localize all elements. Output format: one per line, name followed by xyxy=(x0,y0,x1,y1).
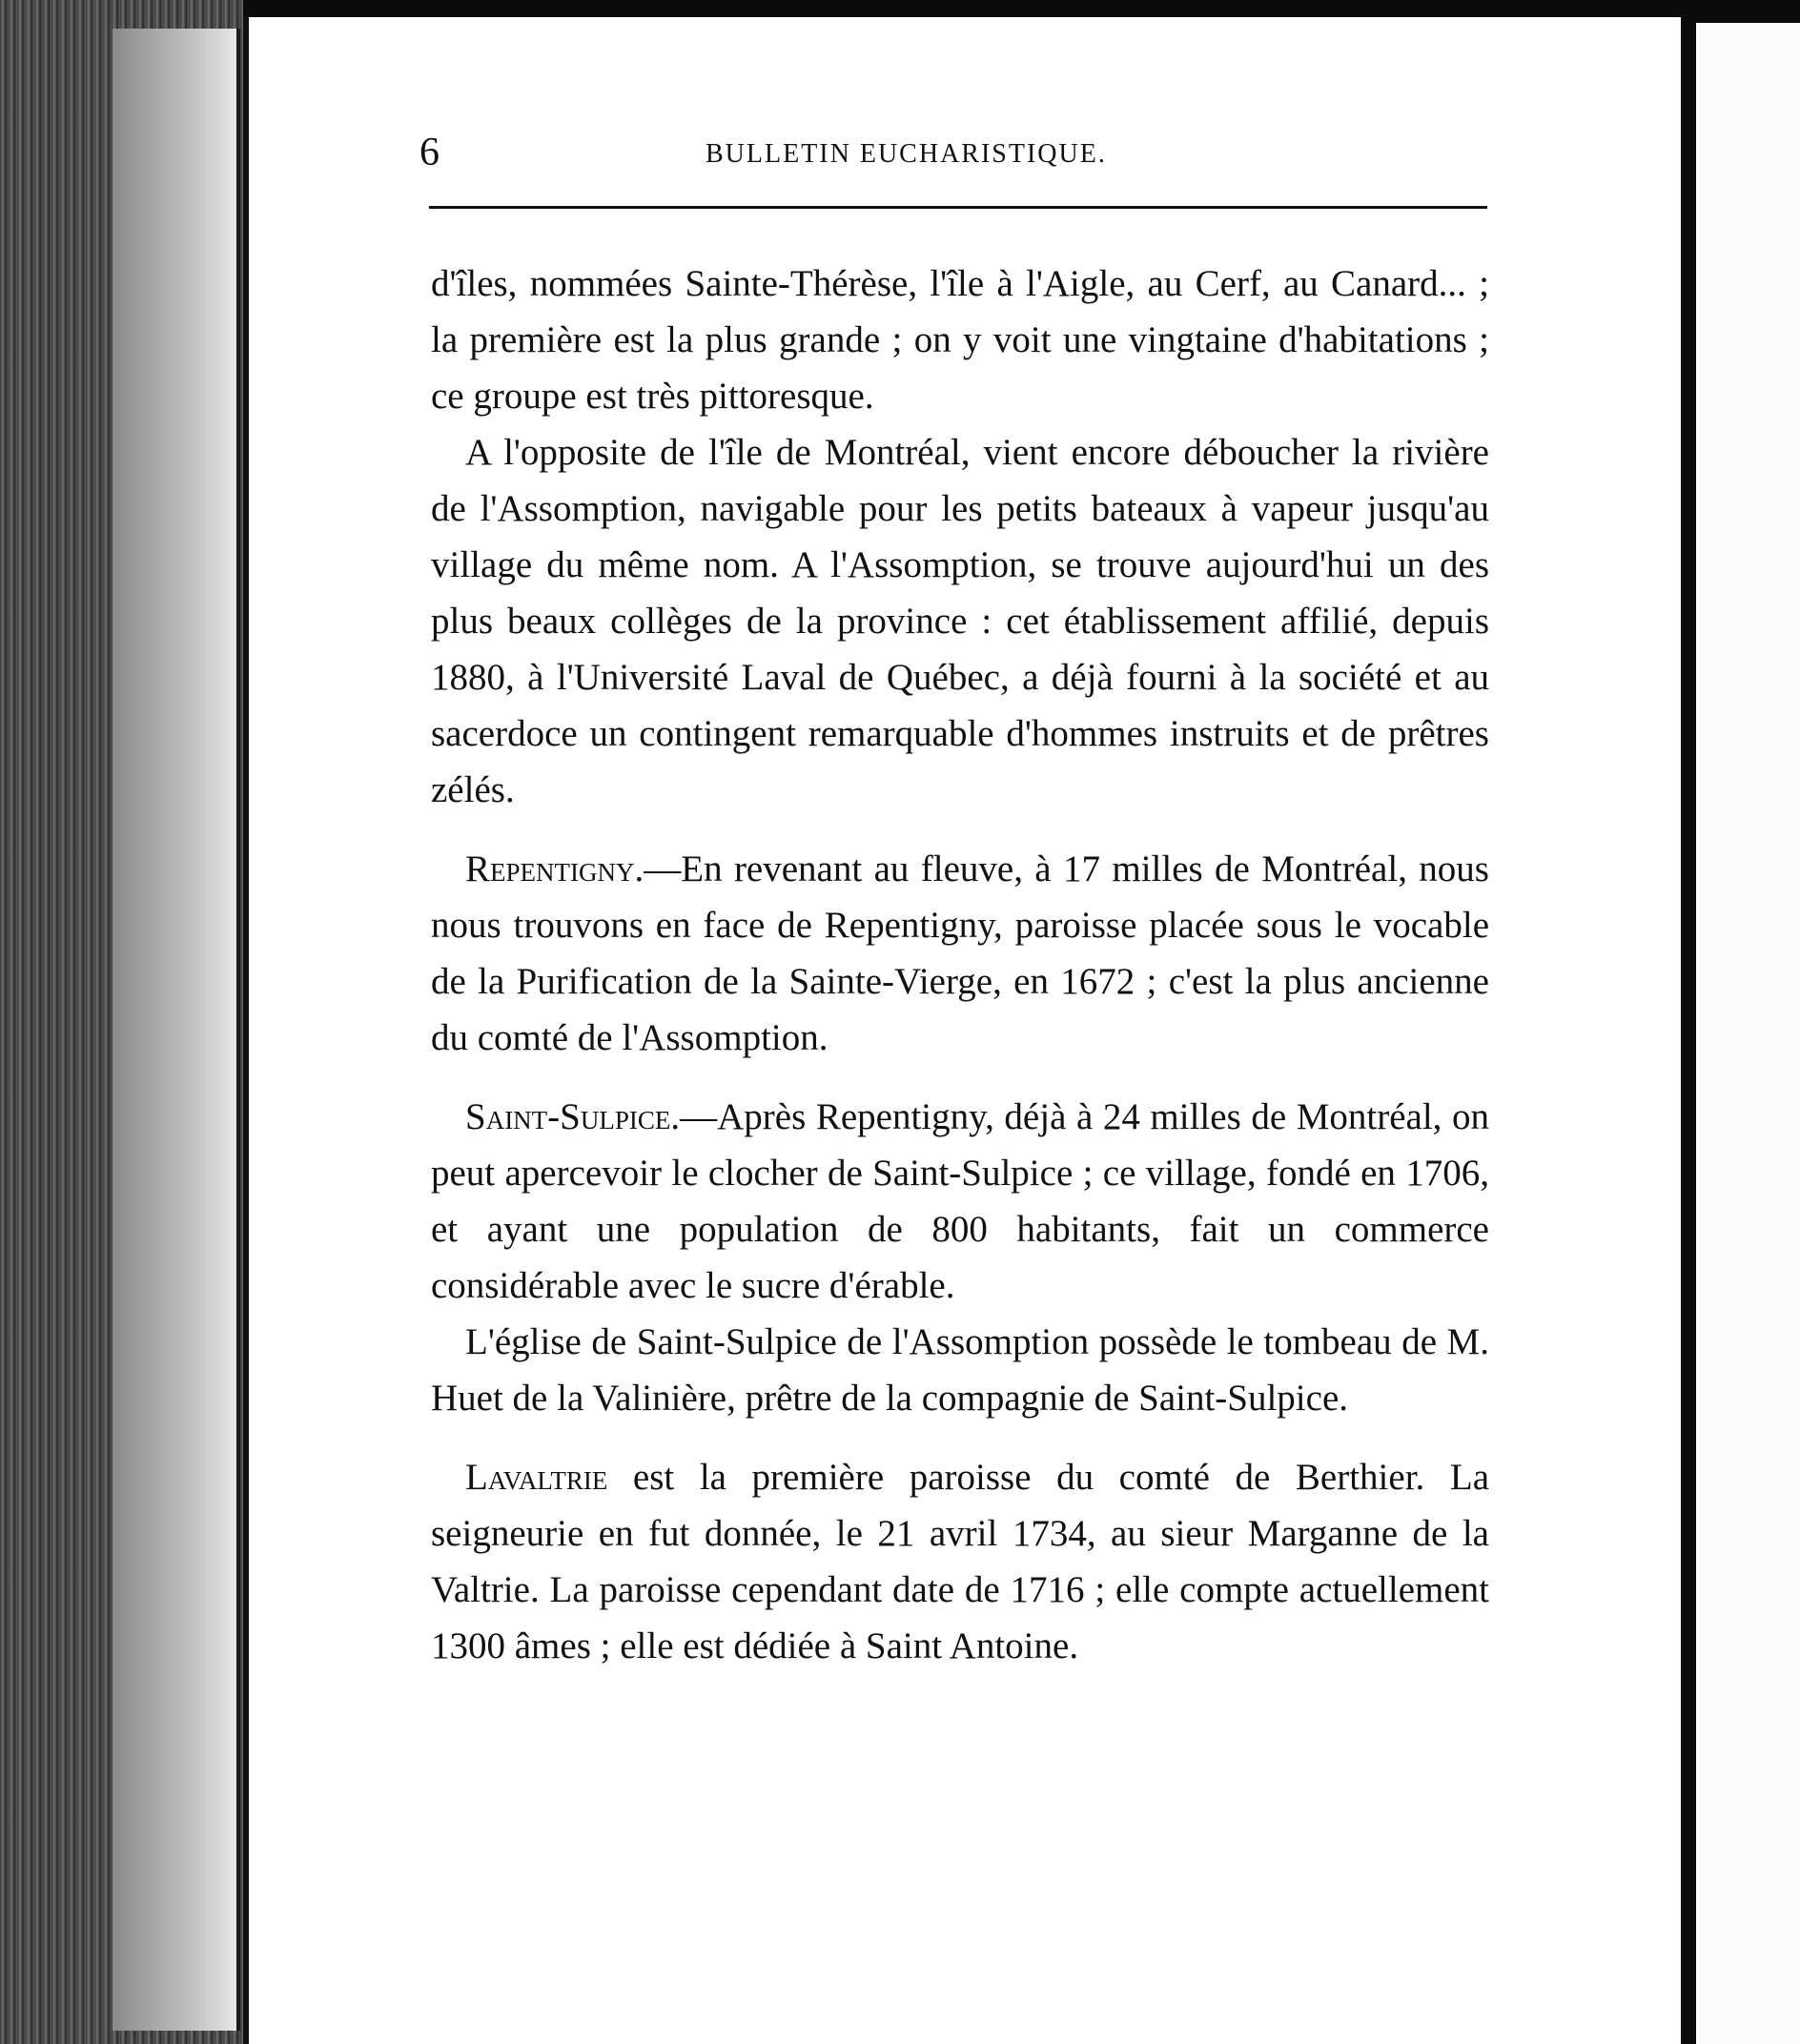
facing-page-edge xyxy=(1696,23,1800,2044)
paragraph-text: d'îles, nommées Sainte-Thérèse, l'île à l'Aigle, au Cerf, au Canard... ; la première est la plus grande ; on y voit une vingtaine d'habitations ; ce groupe est très pittoresque. xyxy=(431,263,1489,417)
paragraph-text: —Après Repentigny, déjà à 24 milles de Montréal, on peut apercevoir le clocher de Saint-Sulpice ; ce village, fondé en 1706, et ayant une population de 800 habitants, fait un commerce considérable avec le sucre d'érable. xyxy=(431,1096,1489,1306)
paragraph-text: —En revenant au fleuve, à 17 milles de Montréal, nous nous trouvons en face de Repentigny, paroisse placée sous le vocable de la Purification de la Sainte-Vierge, en 1672 ; c'est la plus ancienne du comté de l'Assomption. xyxy=(431,848,1489,1058)
book-page-edges xyxy=(0,0,243,2044)
paragraph-text: L'église de Saint-Sulpice de l'Assomption possède le tombeau de M. Huet de la Valinière, prêtre de la compagnie de Saint-Sulpice. xyxy=(431,1321,1489,1419)
paragraph-repentigny xyxy=(431,841,1489,1066)
paragraph xyxy=(431,1314,1489,1426)
paragraph xyxy=(431,256,1489,424)
section-lead: Lavaltrie xyxy=(465,1457,608,1498)
paragraph-text: A l'opposite de l'île de Montréal, vient encore déboucher la rivière de l'Assomption, navigable pour les petits bateaux à vapeur jusqu'au village du même nom. A l'Assomption, se trouve aujourd'hui un des plus beaux collèges de la province : cet établissement affilié, depuis 1880, à l'Université Laval de Québec, a déjà fourni à la société et au sacerdoce un contingent remarquable d'hommes instruits et de prêtres zélés. xyxy=(431,432,1489,810)
page-header xyxy=(419,126,1497,183)
section-lead: Saint-Sulpice. xyxy=(465,1096,681,1137)
paragraph-saint-sulpice xyxy=(431,1089,1489,1314)
page-number: 6 xyxy=(419,131,440,174)
paragraph-text: est la première paroisse du comté de Berthier. La seigneurie en fut donnée, le 21 avril 1734, au sieur Marganne de la Valtrie. La paroisse cependant date de 1716 ; elle compte actuellement 1300 âmes ; elle est dédiée à Saint Antoine. xyxy=(431,1457,1489,1666)
body-text xyxy=(431,256,1489,1674)
paragraph-lavaltrie xyxy=(431,1449,1489,1674)
page-edge-stack xyxy=(112,29,240,2031)
gutter xyxy=(1681,0,1696,2044)
section-lead: Repentigny. xyxy=(465,848,644,889)
header-rule xyxy=(429,206,1487,209)
running-head: BULLETIN EUCHARISTIQUE. xyxy=(706,139,1107,169)
paragraph xyxy=(431,424,1489,818)
